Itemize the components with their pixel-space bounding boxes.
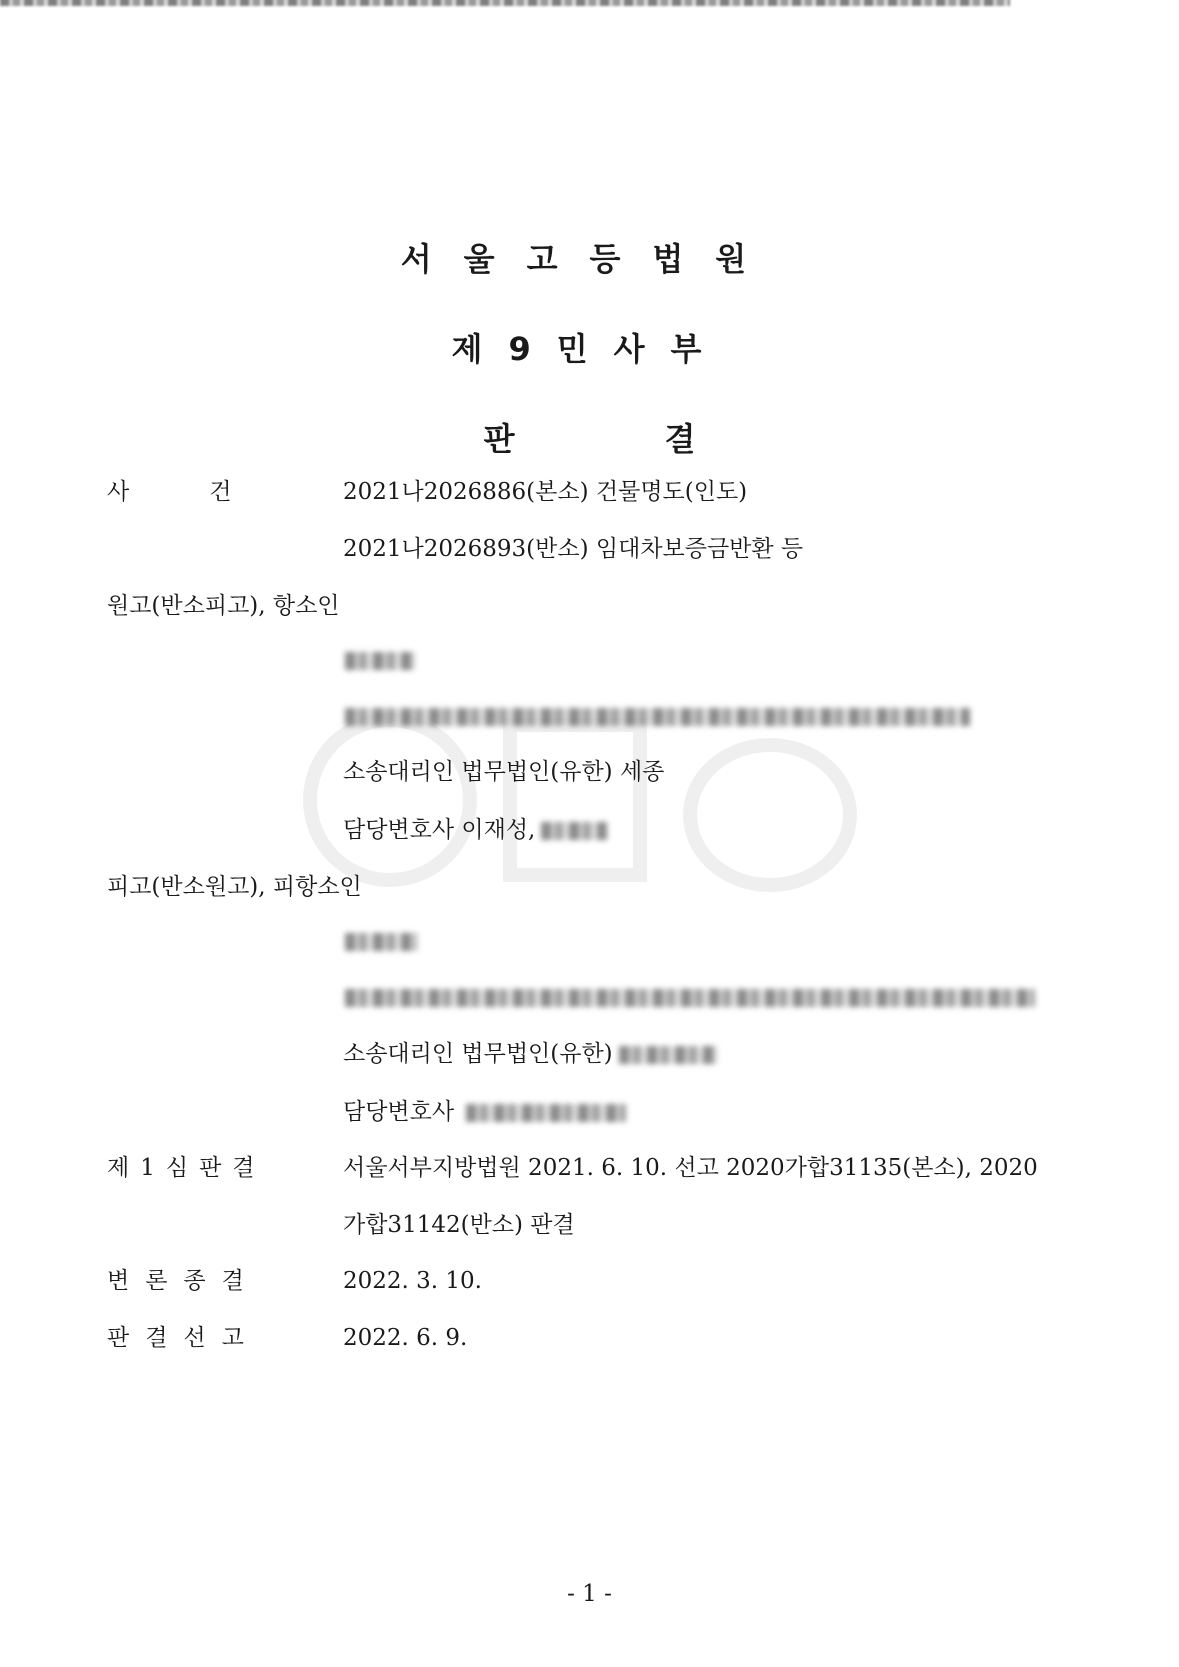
closing-argument-label: 변론종결 [107,1268,260,1294]
redacted-defendant-name [345,933,417,951]
redacted-plaintiff-name [345,652,415,670]
court-name: 서울고등법원 [400,240,779,278]
case-number-main: 2021나2026886(본소) 건물명도(인도) [343,479,748,505]
plaintiff-label: 원고(반소피고), 항소인 [107,593,340,619]
watermark-logo [300,705,860,895]
redacted-plaintiff-address [345,708,970,726]
redacted-header-strip [0,0,1179,8]
plaintiff-attorney-lawyers: 담당변호사 이재성, [343,815,607,845]
redacted-lawyer-name [541,822,607,840]
redacted-firm-name [619,1046,717,1064]
first-instance-label: 제1심판결 [107,1155,266,1181]
division-name: 제9민사부 [451,330,728,368]
page-number: - 1 - [567,1581,612,1607]
judgment-date-label: 판결선고 [107,1325,260,1351]
document-type: 판결 [483,420,846,458]
redacted-lawyer-names [466,1104,626,1122]
first-instance-line-2: 가합31142(반소) 판결 [343,1212,575,1238]
defendant-attorney-firm: 소송대리인 법무법인(유한) [343,1039,717,1069]
plaintiff-attorney-firm: 소송대리인 법무법인(유한) 세종 [343,759,665,785]
defendant-attorney-lawyers: 담당변호사 [343,1097,626,1127]
redacted-defendant-address [345,989,1035,1007]
judgment-date: 2022. 6. 9. [343,1325,468,1351]
case-number-counter: 2021나2026893(반소) 임대차보증금반환 등 [343,536,804,562]
closing-argument-date: 2022. 3. 10. [343,1268,482,1294]
defendant-label: 피고(반소원고), 피항소인 [107,874,362,900]
case-label: 사건 [107,479,312,505]
first-instance-line-1: 서울서부지방법원 2021. 6. 10. 선고 2020가합31135(본소), 2020 [343,1155,1038,1181]
